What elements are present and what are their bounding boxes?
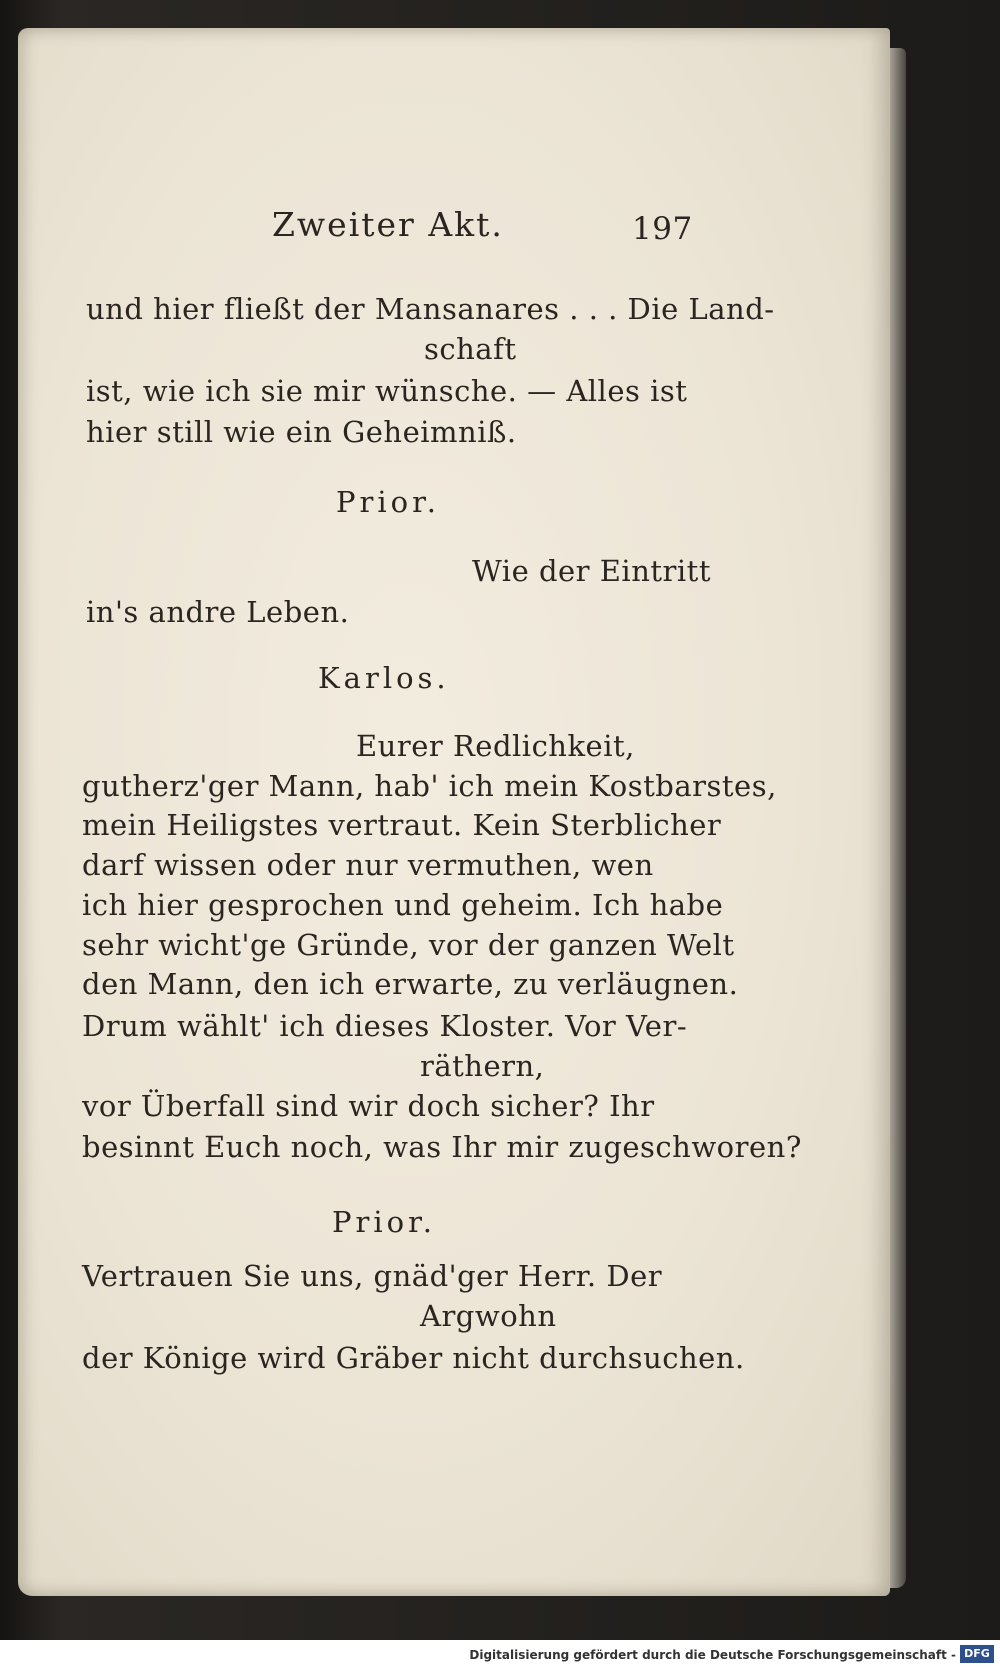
running-title: Zweiter Akt. <box>272 205 504 244</box>
text-line: sehr wicht'ge Gründe, vor der ganzen Welt <box>82 928 735 962</box>
footer-text: Digitalisierung gefördert durch die Deutsche Forschungsgemeinschaft - <box>469 1648 956 1662</box>
text-line: vor Überfall sind wir doch sicher? Ihr <box>82 1089 655 1123</box>
text-line: Drum wählt' ich dieses Kloster. Vor Ver- <box>82 1009 688 1043</box>
text-line: ich hier gesprochen und geheim. Ich habe <box>82 888 724 922</box>
text-line: ist, wie ich sie mir wünsche. — Alles ist <box>86 374 688 408</box>
text-line: Argwohn <box>420 1299 557 1333</box>
text-line: den Mann, den ich erwarte, zu verläugnen. <box>82 967 739 1001</box>
speaker-name: Karlos. <box>318 661 450 695</box>
text-line: hier still wie ein Geheimniß. <box>86 415 517 449</box>
text-line: räthern, <box>420 1049 545 1083</box>
text-line: Vertrauen Sie uns, gnäd'ger Herr. Der <box>82 1259 663 1293</box>
speaker-name: Prior. <box>336 485 441 519</box>
text-line: mein Heiligstes vertraut. Kein Sterblicher <box>82 808 722 842</box>
text-line: schaft <box>424 332 517 366</box>
dfg-logo: DFG <box>960 1645 994 1663</box>
text-line: gutherz'ger Mann, hab' ich mein Kostbarstes, <box>82 769 777 803</box>
text-line: und hier fließt der Mansanares . . . Die Land- <box>86 292 775 326</box>
page-number: 197 <box>632 211 693 247</box>
text-line: Eurer Redlichkeit, <box>356 729 635 763</box>
digitization-footer <box>0 1640 1000 1670</box>
speaker-name: Prior. <box>332 1205 437 1239</box>
text-line: besinnt Euch noch, was Ihr mir zugeschworen? <box>82 1130 802 1164</box>
text-line: in's andre Leben. <box>86 595 350 629</box>
text-line: der Könige wird Gräber nicht durchsuchen. <box>82 1341 745 1375</box>
text-line: Wie der Eintritt <box>472 554 711 588</box>
text-line: darf wissen oder nur vermuthen, wen <box>82 848 654 882</box>
